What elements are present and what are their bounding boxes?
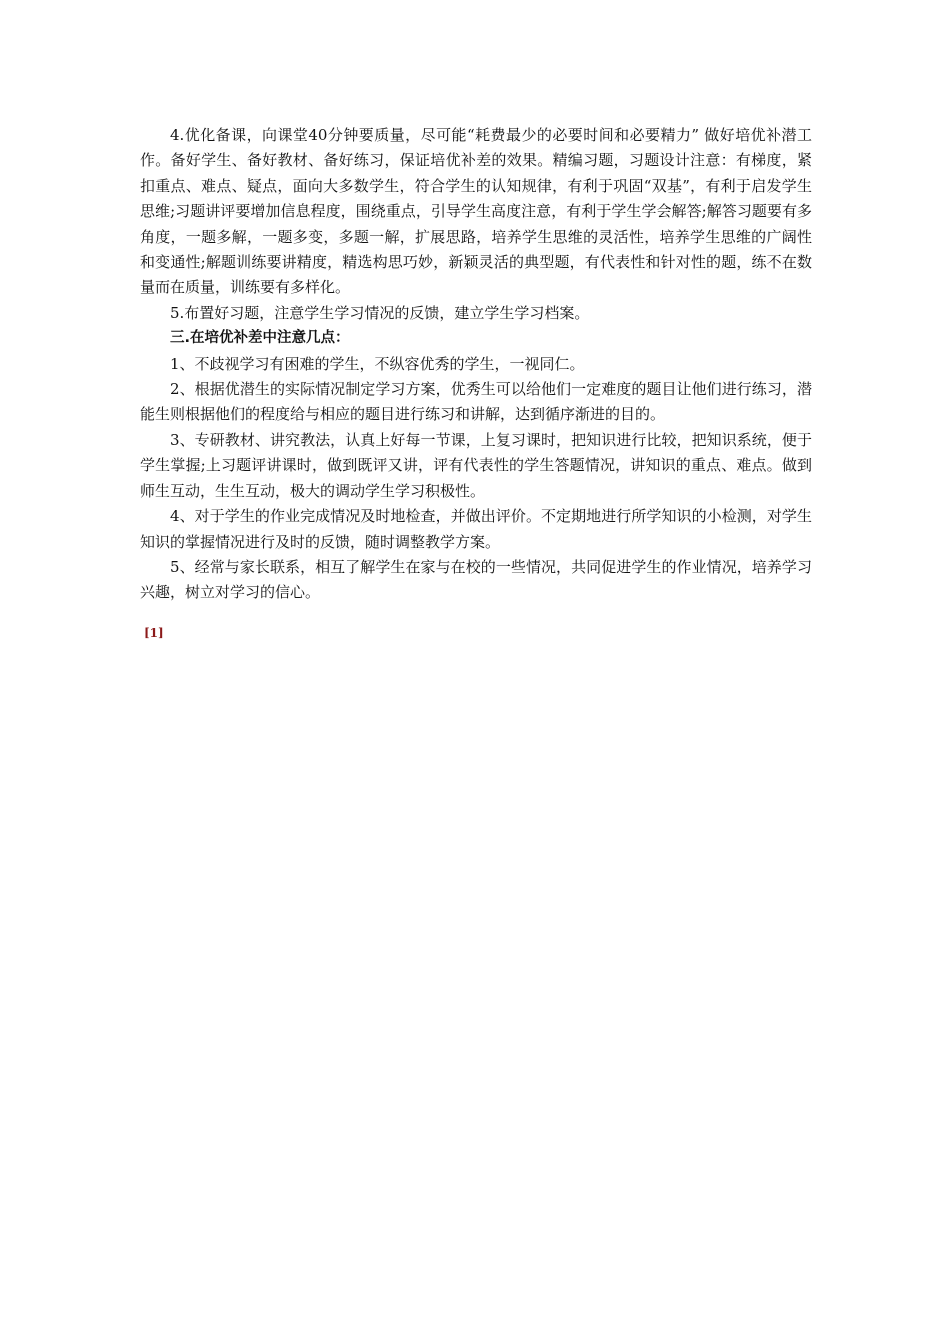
document-body bbox=[140, 123, 812, 606]
paragraph-assign-exercises: 5.布置好习题，注意学生学习情况的反馈，建立学生学习档案。 bbox=[170, 303, 590, 322]
point-item-5: 5、经常与家长联系，相互了解学生在家与在校的一些情况，共同促进学生的作业情况，培养学习兴趣，树立对学习的信心。 bbox=[140, 557, 812, 602]
section-heading: 三.在培优补差中注意几点： bbox=[170, 330, 350, 347]
point-item-2: 2、根据优潜生的实际情况制定学习方案，优秀生可以给他们一定难度的题目让他们进行练习，潜能生则根据他们的程度给与相应的题目进行练习和讲解，达到循序渐进的目的。 bbox=[140, 380, 812, 424]
paragraph-optimize-lesson-prep: 4.优化备课，向课堂40分钟要质量，尽可能“耗费最少的必要时间和必要精力” 做好培优补潜工作。备好学生、备好教材、备好练习，保证培优补差的效果。精编习题，习题设计注意：有梯度，紧扣重点、难点、疑点，面向大多数学生，符合学生的认知规律，有利于巩固“双基”，有利于启发学生思维;习题讲评要增加信息程度，围绕重点，引导学生高度注意，有利于学生学会解答;解答习题要有多角度，一题多解，一题多变，多题一解，扩展思路，培养学生思维的灵活性，培养学生思维的广阔性和变通性;解题训练要讲精度，精选构思巧妙，新颖灵活的典型题，有代表性和针对性的题，练不在数量而在质量，训练要有多样化。 bbox=[140, 126, 812, 297]
point-item-3: 3、专研教材、讲究教法，认真上好每一节课，上复习课时，把知识进行比较，把知识系统，便于学生掌握;上习题评讲课时，做到既评又讲，评有代表性的学生答题情况，讲知识的重点、难点。做到师生互动，生生互动，极大的调动学生学习积极性。 bbox=[140, 430, 812, 500]
footnote-link[interactable]: [1] bbox=[144, 626, 164, 640]
point-item-4: 4、对于学生的作业完成情况及时地检查，并做出评价。不定期地进行所学知识的小检测，对学生知识的掌握情况进行及时的反馈，随时调整教学方案。 bbox=[140, 507, 812, 551]
point-item-1: 1、不歧视学习有困难的学生，不纵容优秀的学生，一视同仁。 bbox=[170, 354, 585, 373]
